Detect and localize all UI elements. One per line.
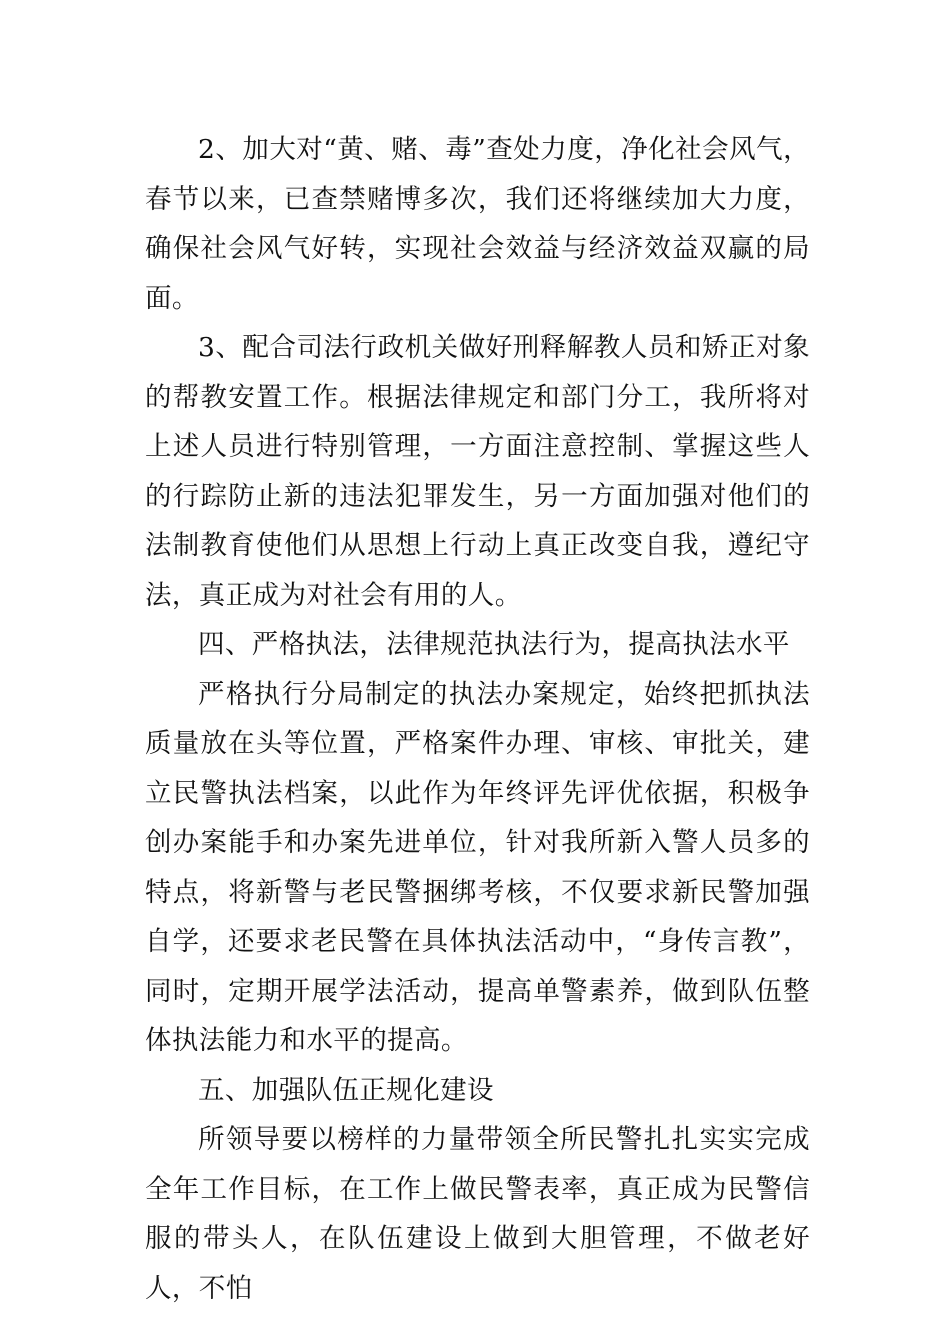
document-body bbox=[145, 125, 810, 1313]
section-heading-5: 五、加强队伍正规化建设 bbox=[198, 1074, 494, 1106]
paragraph-item-2: 2、加大对“黄、赌、毒”查处力度，净化社会风气，春节以来，已查禁赌博多次，我们还将继续加大力度，确保社会风气好转，实现社会效益与经济效益双赢的局面。 bbox=[145, 134, 810, 314]
paragraph-team-building: 所领导要以榜样的力量带领全所民警扎扎实实完成全年工作目标，在工作上做民警表率，真正成为民警信服的带头人，在队伍建设上做到大胆管理，不做老好人，不怕 bbox=[145, 1124, 810, 1304]
section-heading-4: 四、严格执法，法律规范执法行为，提高执法水平 bbox=[198, 629, 790, 660]
paragraph-law-enforcement: 严格执行分局制定的执法办案规定，始终把抓执法质量放在头等位置，严格案件办理、审核、审批关，建立民警执法档案，以此作为年终评先评优依据，积极争创办案能手和办案先进单位，针对我所新入警人员多的特点，将新警与老民警捆绑考核，不仅要求新民警加强自学，还要求老民警在具体执法活动中，“身传言教”，同时，定期开展学法活动，提高单警素养，做到队伍整体执法能力和水平的提高。 bbox=[145, 678, 810, 1056]
paragraph-item-3: 3、配合司法行政机关做好刑释解教人员和矫正对象的帮教安置工作。根据法律规定和部门分工，我所将对上述人员进行特别管理，一方面注意控制、掌握这些人的行踪防止新的违法犯罪发生，另一方面加强对他们的法制教育使他们从思想上行动上真正改变自我，遵纪守法，真正成为对社会有用的人。 bbox=[145, 332, 810, 611]
